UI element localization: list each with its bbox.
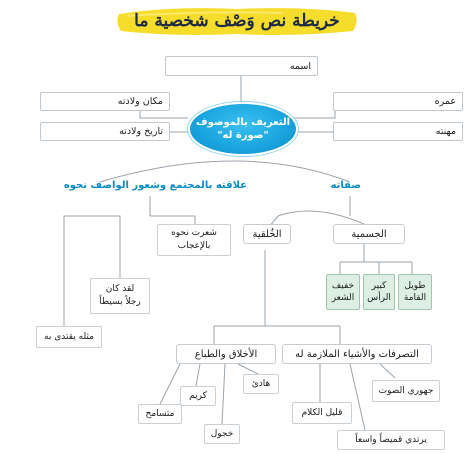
physical-trait-big-head-line-2: الرأس: [367, 293, 391, 303]
relation-role-model-text: مثله يقتدى به: [44, 331, 94, 342]
behavior-loud-voice-text: جهوري الصوت: [378, 385, 434, 396]
physical-trait-tall-line-2: القامة: [403, 293, 427, 303]
physical-trait-thin-hair-line-1: خفيف: [331, 280, 355, 291]
connector-traits-types: [278, 211, 364, 224]
physical-trait-tall-line-1: طويل: [404, 280, 426, 291]
relation-admiration-line-1: شعرت نحوه: [171, 228, 217, 239]
relation-admiration: [157, 224, 231, 256]
field-birthplace: مكان ولادته: [40, 92, 170, 111]
relation-simple-man-line-1: لقد كان: [105, 284, 135, 295]
behavior-few-words-text: قليل الكلام: [301, 407, 343, 418]
manner-generous-text: كريم: [189, 390, 207, 401]
relation-admiration-line-2: بالإعجاب: [177, 241, 211, 251]
moral-group-behaviors: التصرفات والأشياء الملازمة له: [282, 344, 432, 364]
branch-relation: علاقته بالمجتمع وشعور الواصف نحوه: [63, 180, 247, 191]
relation-simple-man-line-2: رجلاً بسيطاً: [99, 297, 141, 307]
trait-type-moral: الخُلقية: [243, 224, 291, 244]
connector-hub-birthplace: [140, 110, 188, 118]
connector-hub-age: [294, 110, 335, 118]
physical-trait-big-head-line-1: كبير: [371, 280, 387, 291]
manner-generous: [180, 386, 216, 406]
connector-hub-branches: [100, 161, 350, 182]
manner-tolerant-text: متسامح: [145, 408, 175, 419]
field-age: عمره: [333, 92, 463, 111]
physical-trait-tall: [398, 274, 432, 310]
title-banner: [113, 4, 361, 38]
behavior-wide-shirt-text: يرتدي قميصاً واسعاً: [355, 434, 427, 445]
hub-line-2: "صورة له": [217, 130, 269, 141]
manner-calm: [243, 374, 279, 394]
field-profession: مهنته: [333, 122, 463, 141]
behavior-wide-shirt: [337, 430, 445, 450]
physical-trait-thin-hair-line-2: الشعر: [331, 293, 355, 303]
behavior-loud-voice: [372, 380, 440, 402]
hub-node: [188, 102, 298, 156]
page-title: خريطة نص وَصْف شخصية ما: [134, 11, 340, 31]
manner-tolerant: [138, 404, 182, 424]
trait-type-physical: الجسمية: [333, 224, 405, 244]
hub-line-1: التعريف بالموصوف: [195, 116, 291, 128]
relation-simple-man: [90, 278, 150, 314]
connector-hub-profession: [294, 132, 335, 140]
branch-traits: صفاته: [330, 180, 361, 191]
behavior-few-words: [292, 402, 352, 424]
moral-group-manners: الأخلاق والطباع: [176, 344, 276, 364]
manner-shy-text: خجول: [210, 428, 234, 439]
manner-shy: [204, 424, 240, 444]
field-name: اسمه: [165, 56, 318, 76]
physical-trait-thin-hair: [326, 274, 360, 310]
manner-calm-text: هادئ: [251, 378, 271, 389]
relation-role-model: [36, 326, 102, 348]
field-birthdate: تاريخ ولادته: [40, 122, 170, 141]
physical-trait-big-head: [363, 274, 395, 310]
